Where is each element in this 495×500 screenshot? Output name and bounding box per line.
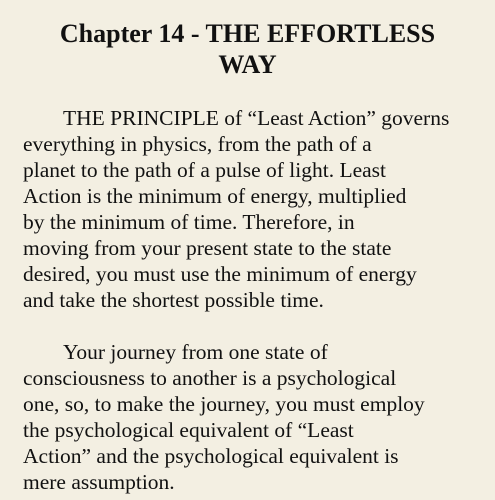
paragraph-line: THE PRINCIPLE of “Least Action” governs (63, 106, 450, 130)
paragraph-line: one, so, to make the journey, you must employ (23, 392, 425, 416)
paragraph-line: Action” and the psychological equivalent is (23, 444, 399, 468)
chapter-title-line-1: Chapter 14 - THE EFFORTLESS (59, 19, 436, 48)
chapter-title (40, 18, 455, 80)
paragraph-line: Action is the minimum of energy, multiplied (23, 184, 407, 208)
paragraph-line: by the minimum of time. Therefore, in (23, 210, 355, 234)
paragraph-line: Your journey from one state of (63, 340, 328, 364)
paragraph-line: everything in physics, from the path of a (23, 132, 372, 156)
paragraph-2 (23, 339, 485, 495)
paragraph-line: consciousness to another is a psychological (23, 366, 397, 390)
paragraph-line: and take the shortest possible time. (23, 288, 324, 312)
paragraph-line: moving from your present state to the state (23, 236, 392, 260)
paragraph-line: desired, you must use the minimum of energy (23, 262, 417, 286)
chapter-title-line-2: WAY (218, 50, 277, 79)
paragraph-line: planet to the path of a pulse of light. Least (23, 158, 387, 182)
paragraph-1 (23, 105, 485, 313)
paragraph-line: the psychological equivalent of “Least (23, 418, 354, 442)
paragraph-line: mere assumption. (23, 470, 175, 494)
